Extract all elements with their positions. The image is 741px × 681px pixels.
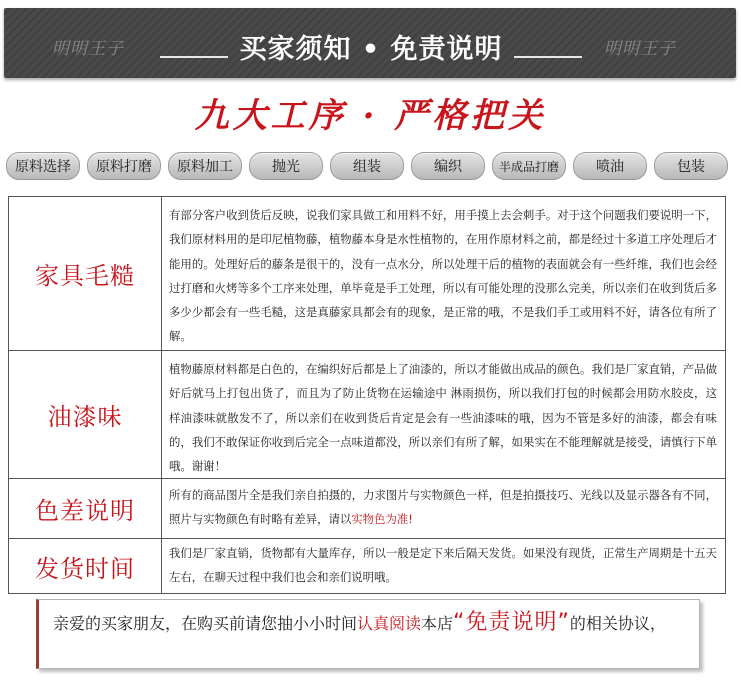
process-step: 原料打磨 (87, 152, 161, 180)
process-step: 包装 (654, 152, 728, 180)
title-rule-left (160, 56, 228, 58)
section-text-main: 所有的商品图片全是我们亲自拍摄的，力求图片与实物颜色一样，但是拍摄技巧、光线以及显示器各有不同，照片与实物颜色有时略有差异，请以 (169, 488, 717, 527)
process-step: 原料加工 (168, 152, 242, 180)
process-step: 编织 (411, 152, 485, 180)
notice-text-2: 本店 (421, 614, 454, 633)
process-step: 喷油 (573, 152, 647, 180)
process-step: 组装 (330, 152, 404, 180)
slogan: 九大工序 · 严格把关 (194, 96, 547, 136)
section-text: 有部分客户收到货后反映，说我们家具做工和用料不好，用手摸上去会刺手。对于这个问题我们要说明一下，我们原材料用的是印尼植物藤，植物藤本身是水性植物的，在用作原材料之前，都是经过十多道工序处理后才能用的。处理好后的藤条是很干的，没有一点水分，所以处理干后的植物的表面就会有一些纤维，我们也会经过打磨和火烤等多个工序来处理，单毕竟是手工处理，所以有可能处理的没那么完美，所以亲们在收到货后多多少少都会有一些毛糙，这是真藤家具都会有的现象，是正常的哦，不是我们手工或用料不好，请各位有所了解。 (169, 208, 717, 344)
process-steps (6, 152, 736, 180)
section-text: 植物藤原材料都是白色的，在编织好后都是上了油漆的，所以才能做出成品的颜色。我们是厂家直销，产品做好后就马上打包出货了，而且为了防止货物在运输途中 淋雨损伤，所以我们打包的时候都会用防水胶皮，这样油漆味就散发不了，所以亲们在收到货后肯定是会有一些油漆味的哦，因为不管是多好的油漆，都会有味的，我们不敢保证你收到后完全一点味道都没，所以亲们有所了解，如果实在不能理解就是接受，请慎行下单哦。谢谢！ (169, 362, 717, 474)
section-heading: 色差说明 (9, 479, 162, 538)
process-step: 抛光 (249, 152, 323, 180)
notice-quote: “免责说明” (453, 610, 570, 635)
table-row (9, 197, 725, 351)
section-text-highlight: 实物色为准! (351, 512, 413, 527)
table-row (9, 539, 725, 593)
brand-logo-right: 明明王子 (604, 39, 676, 59)
disclaimer-table (8, 196, 726, 594)
process-step: 半成品打磨 (492, 152, 566, 180)
footer-notice (36, 599, 700, 669)
brand-logo-left: 明明王子 (52, 39, 124, 59)
notice-highlight: 认真阅读 (357, 614, 422, 633)
process-step: 原料选择 (6, 152, 80, 180)
section-text (169, 479, 717, 538)
section-heading: 家具毛糙 (9, 197, 162, 350)
table-row (9, 351, 725, 479)
section-heading: 发货时间 (9, 539, 162, 593)
header-banner (4, 8, 736, 78)
section-heading: 油漆味 (9, 351, 162, 478)
banner-title: 买家须知 • 免责说明 (239, 34, 503, 65)
section-text: 我们是厂家直销，货物都有大量库存，所以一般是定下来后隔天发货。如果没有现货，正常生产周期是十五天左右，在聊天过程中我们也会和亲们说明哦。 (169, 546, 717, 585)
title-rule-right (514, 56, 582, 58)
notice-text-1: 亲爱的买家朋友，在购买前请您抽小小时间 (53, 614, 358, 633)
notice-text-3: 的相关协议， (569, 614, 666, 633)
table-row (9, 479, 725, 539)
